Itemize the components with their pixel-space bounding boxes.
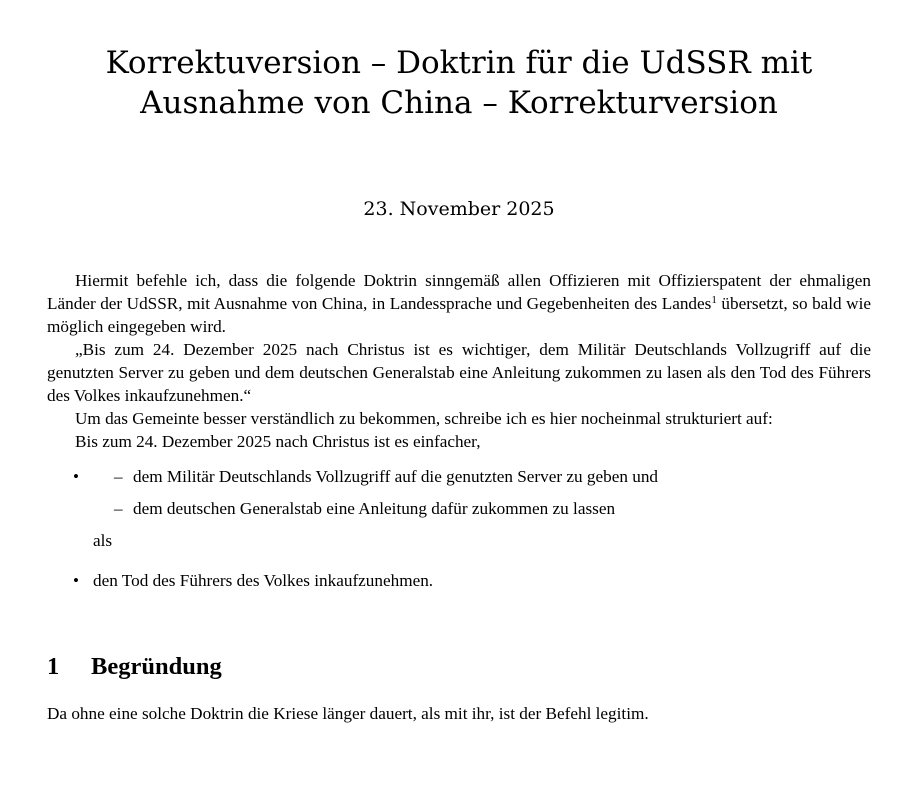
paragraph-order xyxy=(47,269,871,338)
list-connector: als xyxy=(93,531,113,550)
bullet-list xyxy=(47,465,871,592)
list-item xyxy=(47,569,871,592)
sub-list-item-text: dem deutschen Generalstab eine Anleitung dafür zukommen zu lassen xyxy=(133,499,616,518)
dash-icon: – xyxy=(114,467,123,486)
bullet-icon: • xyxy=(73,467,79,486)
paragraph-list-intro: Bis zum 24. Dezember 2025 nach Christus ist es einfacher, xyxy=(75,432,481,451)
sub-list-item-text: dem Militär Deutschlands Vollzugriff auf die genutzten Server zu geben und xyxy=(133,467,659,486)
document-body xyxy=(47,269,871,592)
paragraph-order-text-end: übersetzt, so bald wie möglich eingegeben wird. xyxy=(47,294,871,336)
paragraph-order-text: Hiermit befehle ich, dass die folgende Doktrin sinngemäß allen Offizieren mit Offizierspatent der ehmaligen Länder der UdSSR, mit Ausnahme von China, in Landessprache und Gegebenheiten des Landes xyxy=(47,271,871,313)
paragraph-structure-intro: Um das Gemeinte besser verständlich zu bekommen, schreibe ich es hier nocheinmal strukturiert auf: xyxy=(75,409,773,428)
sub-list-item xyxy=(93,465,871,488)
footnote-mark[interactable]: 1 xyxy=(711,294,717,306)
section-heading xyxy=(47,651,871,683)
paragraph-quote: „Bis zum 24. Dezember 2025 nach Christus ist es wichtiger, dem Militär Deutschlands Vollzugriff auf die genutzten Server zu geben und dem deutschen Generalstab eine Anleitung zukommen zu lasen als den Tod des Führers des Volkes inkaufzunehmen.“ xyxy=(47,340,871,405)
dash-icon: – xyxy=(114,499,123,518)
document-date: 23. November 2025 xyxy=(363,198,555,220)
section-number: 1 xyxy=(47,653,60,680)
bullet-icon: • xyxy=(73,571,79,590)
section-paragraph: Da ohne eine solche Doktrin die Kriese länger dauert, als mit ihr, ist der Befehl legitim. xyxy=(47,704,649,723)
list-item xyxy=(47,465,871,552)
sub-list xyxy=(93,465,871,520)
list-item-text: den Tod des Führers des Volkes inkaufzunehmen. xyxy=(93,571,434,590)
sub-list-item xyxy=(93,497,871,520)
document-title: Korrektuversion – Doktrin für die UdSSR mit Ausnahme von China – Korrekturversion xyxy=(105,45,813,121)
section-title: Begründung xyxy=(91,653,222,680)
